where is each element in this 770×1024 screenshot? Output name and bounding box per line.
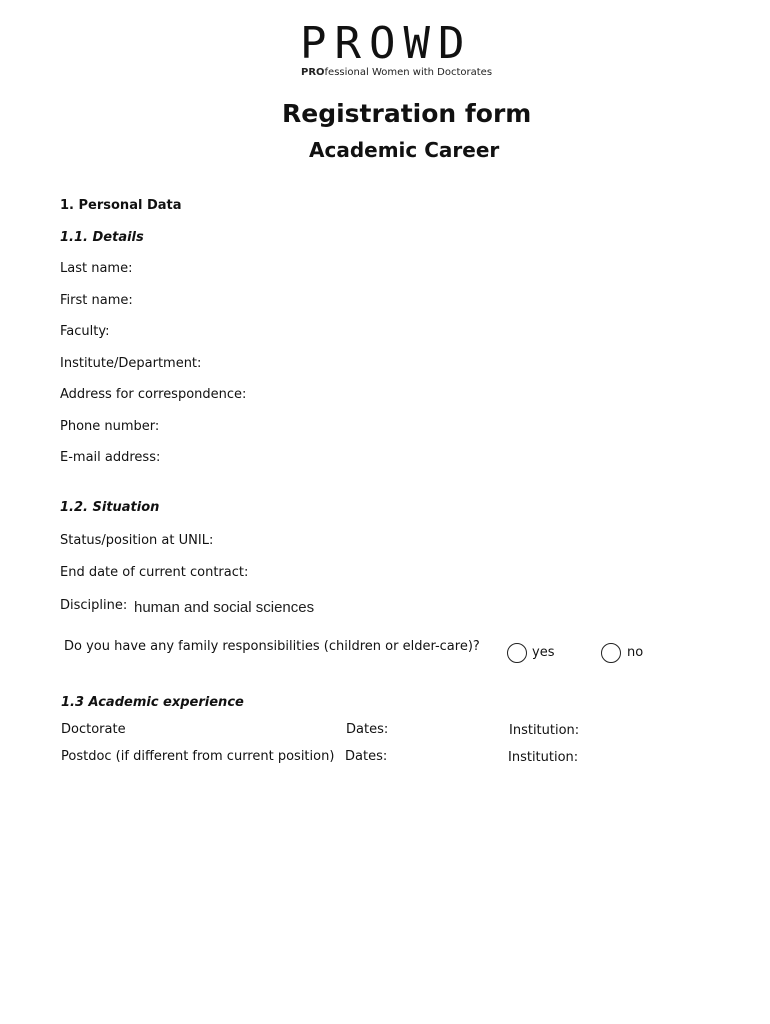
no-label: no — [627, 645, 644, 660]
section-personal-data-heading: 1. Personal Data — [60, 198, 182, 213]
form-title: Registration form — [282, 99, 532, 128]
family-question-label: Do you have any family responsibilities (children or elder-care)? — [64, 639, 480, 654]
no-radio[interactable] — [601, 643, 621, 663]
first-name-label: First name: — [60, 293, 133, 308]
address-label: Address for correspondence: — [60, 387, 247, 402]
postdoc-institution-label: Institution: — [508, 750, 579, 765]
last-name-label: Last name: — [60, 261, 133, 276]
logo-name: PROWD — [300, 18, 473, 69]
email-label: E-mail address: — [60, 450, 161, 465]
faculty-label: Faculty: — [60, 324, 110, 339]
academic-experience-heading: 1.3 Academic experience — [61, 695, 244, 710]
end-date-label: End date of current contract: — [60, 565, 249, 580]
logo — [300, 20, 500, 80]
discipline-field[interactable]: human and social sciences — [134, 599, 315, 616]
logo-tagline — [301, 67, 492, 79]
details-heading: 1.1. Details — [60, 230, 144, 245]
yes-label: yes — [532, 645, 555, 660]
discipline-label: Discipline: — [60, 598, 128, 613]
phone-label: Phone number: — [60, 419, 160, 434]
doctorate-institution-label: Institution: — [509, 723, 580, 738]
institute-label: Institute/Department: — [60, 356, 202, 371]
doctorate-dates-label: Dates: — [346, 722, 389, 737]
logo-tagline-rest: fessional Women with Doctorates — [324, 67, 493, 78]
doctorate-label: Doctorate — [61, 722, 126, 737]
situation-heading: 1.2. Situation — [60, 500, 160, 515]
yes-radio[interactable] — [507, 643, 527, 663]
status-label: Status/position at UNIL: — [60, 533, 214, 548]
postdoc-label: Postdoc (if different from current position) — [61, 749, 335, 764]
logo-tagline-bold: PRO — [301, 67, 325, 78]
postdoc-dates-label: Dates: — [345, 749, 388, 764]
form-subtitle: Academic Career — [309, 138, 500, 162]
